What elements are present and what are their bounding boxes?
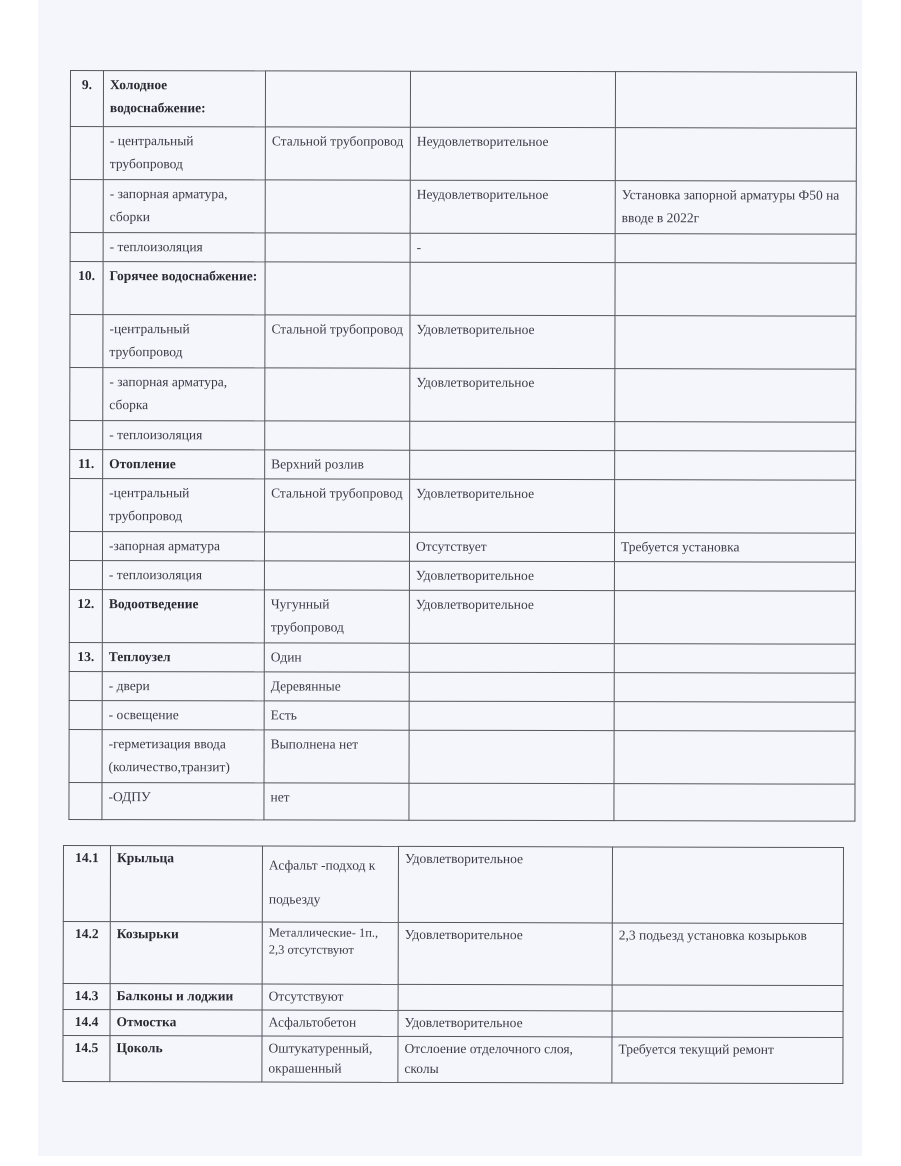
row-material: Чугунный трубопровод [264, 590, 409, 643]
table-row [70, 127, 856, 182]
row-number [69, 782, 102, 819]
row-number: 14.4 [63, 1010, 110, 1036]
row-number [70, 479, 103, 532]
row-number [70, 368, 103, 421]
row-condition [409, 783, 614, 820]
row-number: 10. [70, 262, 103, 315]
row-number: 14.3 [63, 984, 110, 1010]
row-note: 2,3 подьезд установка козырьков [612, 923, 843, 986]
row-condition: Удовлетворительное [410, 368, 615, 421]
table-row [70, 450, 856, 481]
table-row [69, 700, 855, 731]
row-note [615, 316, 856, 370]
row-name: Холодное водоснабжение: [103, 71, 265, 127]
table-row [70, 315, 856, 370]
table-row [63, 922, 843, 986]
row-name: Водоотведение [102, 590, 264, 643]
row-condition: Удовлетворительное [398, 922, 612, 985]
row-condition [410, 450, 615, 479]
table-row [70, 262, 856, 317]
row-number: 13. [69, 642, 102, 671]
row-note [615, 72, 856, 129]
table-row [69, 589, 855, 644]
row-material [264, 561, 409, 590]
row-number [70, 180, 103, 233]
row-material [265, 262, 410, 315]
table-row [69, 642, 855, 673]
table-row [70, 71, 856, 129]
row-note [612, 985, 843, 1012]
row-note [612, 1011, 843, 1038]
row-condition: Отслоение отделочного слоя, сколы [398, 1036, 612, 1083]
row-condition: Неудовлетворительное [410, 180, 615, 233]
row-note [614, 673, 855, 703]
row-note [615, 369, 856, 423]
row-note: Установка запорной арматуры Ф50 на вводе в 2022г [615, 181, 856, 235]
row-material: Деревянные [264, 672, 409, 701]
table-row [70, 368, 856, 423]
row-condition: Удовлетворительное [409, 561, 614, 590]
row-name: -ОДПУ [102, 783, 264, 820]
row-material: Оштукатуренный, окрашенный [262, 1036, 398, 1082]
row-name: -центральный трубопровод [103, 479, 265, 532]
row-number [70, 421, 103, 450]
row-name: Горячее водоснабжение: [103, 262, 265, 315]
row-name: - теплоизоляция [102, 561, 264, 590]
row-number [69, 671, 102, 700]
table-row [69, 532, 855, 563]
table-row [69, 729, 855, 784]
row-condition [409, 730, 614, 783]
row-condition: Неудовлетворительное [410, 127, 615, 180]
row-material: Есть [264, 701, 409, 730]
row-name: Козырьки [110, 922, 262, 984]
row-condition: Удовлетворительное [398, 1010, 612, 1037]
row-note [612, 847, 843, 924]
table-row [70, 233, 856, 264]
row-material [265, 368, 410, 421]
row-condition: Отсутствует [409, 532, 614, 561]
table-row [70, 479, 856, 534]
row-condition [409, 701, 614, 730]
row-condition: Удовлетворительное [410, 479, 615, 532]
row-name: Теплоузел [102, 643, 264, 672]
row-number [70, 233, 103, 262]
row-note [614, 702, 855, 732]
row-note [615, 234, 856, 264]
row-note [614, 562, 855, 592]
exterior-elements-table [62, 845, 844, 1084]
row-condition: Удовлетворительное [409, 590, 614, 643]
row-name: Крыльца [110, 846, 262, 922]
table-row [70, 421, 856, 452]
row-number: 14.2 [63, 922, 110, 984]
row-condition [398, 984, 612, 1011]
row-note [615, 480, 856, 534]
table-row [69, 782, 855, 821]
row-note [615, 128, 856, 182]
row-condition [409, 672, 614, 701]
row-material [265, 180, 410, 233]
row-number [69, 729, 102, 782]
row-note: Требуется установка [614, 533, 855, 563]
row-note [615, 263, 856, 317]
row-name: - двери [102, 672, 264, 701]
row-condition [410, 71, 615, 127]
row-name: Балконы и лоджии [110, 984, 262, 1010]
row-material: Асфальт -подход к подьезду [262, 846, 398, 922]
row-name: - теплоизоляция [103, 421, 265, 450]
row-condition: Удовлетворительное [398, 846, 612, 923]
table-row [63, 984, 843, 1012]
table-row [63, 1036, 843, 1084]
row-number: 9. [70, 71, 103, 127]
row-number [70, 127, 103, 180]
engineering-systems-table [68, 70, 857, 822]
table-row [69, 671, 855, 702]
table-row [70, 180, 856, 235]
table-row [63, 846, 843, 924]
row-name: Отмостка [110, 1010, 262, 1036]
row-material [265, 71, 410, 127]
row-material: Верхний розлив [265, 450, 410, 479]
row-note [614, 591, 855, 645]
row-material: Отсутствуют [262, 984, 398, 1010]
row-note [614, 644, 855, 674]
table-row [69, 561, 855, 592]
row-note [614, 731, 855, 785]
row-condition: Удовлетворительное [410, 315, 615, 368]
row-material: Стальной трубопровод [265, 127, 410, 180]
row-note [615, 422, 856, 452]
row-material: Стальной трубопровод [265, 315, 410, 368]
row-name: - запорная арматура, сборки [103, 180, 265, 233]
row-number [69, 532, 102, 561]
row-condition [410, 421, 615, 450]
row-material [264, 532, 409, 561]
row-number: 11. [70, 450, 103, 479]
row-material: Металлические- 1п., 2,3 отсутствуют [262, 922, 398, 984]
table-row [63, 1010, 843, 1038]
row-name: Цоколь [110, 1036, 262, 1082]
row-name: - освещение [102, 701, 264, 730]
row-note: Требуется текущий ремонт [612, 1037, 843, 1084]
row-material [265, 421, 410, 450]
row-condition: - [410, 233, 615, 262]
row-note [614, 784, 855, 822]
row-name: -центральный трубопровод [103, 315, 265, 368]
row-material: Выполнена нет [264, 730, 409, 783]
row-condition [410, 262, 615, 315]
row-number: 14.5 [63, 1036, 110, 1082]
row-name: Отопление [103, 450, 265, 479]
row-material: Стальной трубопровод [265, 479, 410, 532]
row-condition [409, 643, 614, 672]
row-material: Асфальтобетон [262, 1010, 398, 1036]
row-note [615, 451, 856, 481]
row-name: -запорная арматура [102, 532, 264, 561]
row-number [70, 315, 103, 368]
row-name: - теплоизоляция [103, 233, 265, 262]
row-number: 14.1 [63, 846, 110, 922]
row-number: 12. [69, 589, 102, 642]
row-name: - центральный трубопровод [103, 127, 265, 180]
row-name: - запорная арматура, сборка [103, 368, 265, 421]
row-material [265, 233, 410, 262]
row-material: нет [264, 783, 409, 820]
row-number [69, 700, 102, 729]
row-name: -герметизация ввода (количество,транзит) [102, 730, 264, 783]
row-material: Один [264, 643, 409, 672]
row-number [69, 561, 102, 590]
